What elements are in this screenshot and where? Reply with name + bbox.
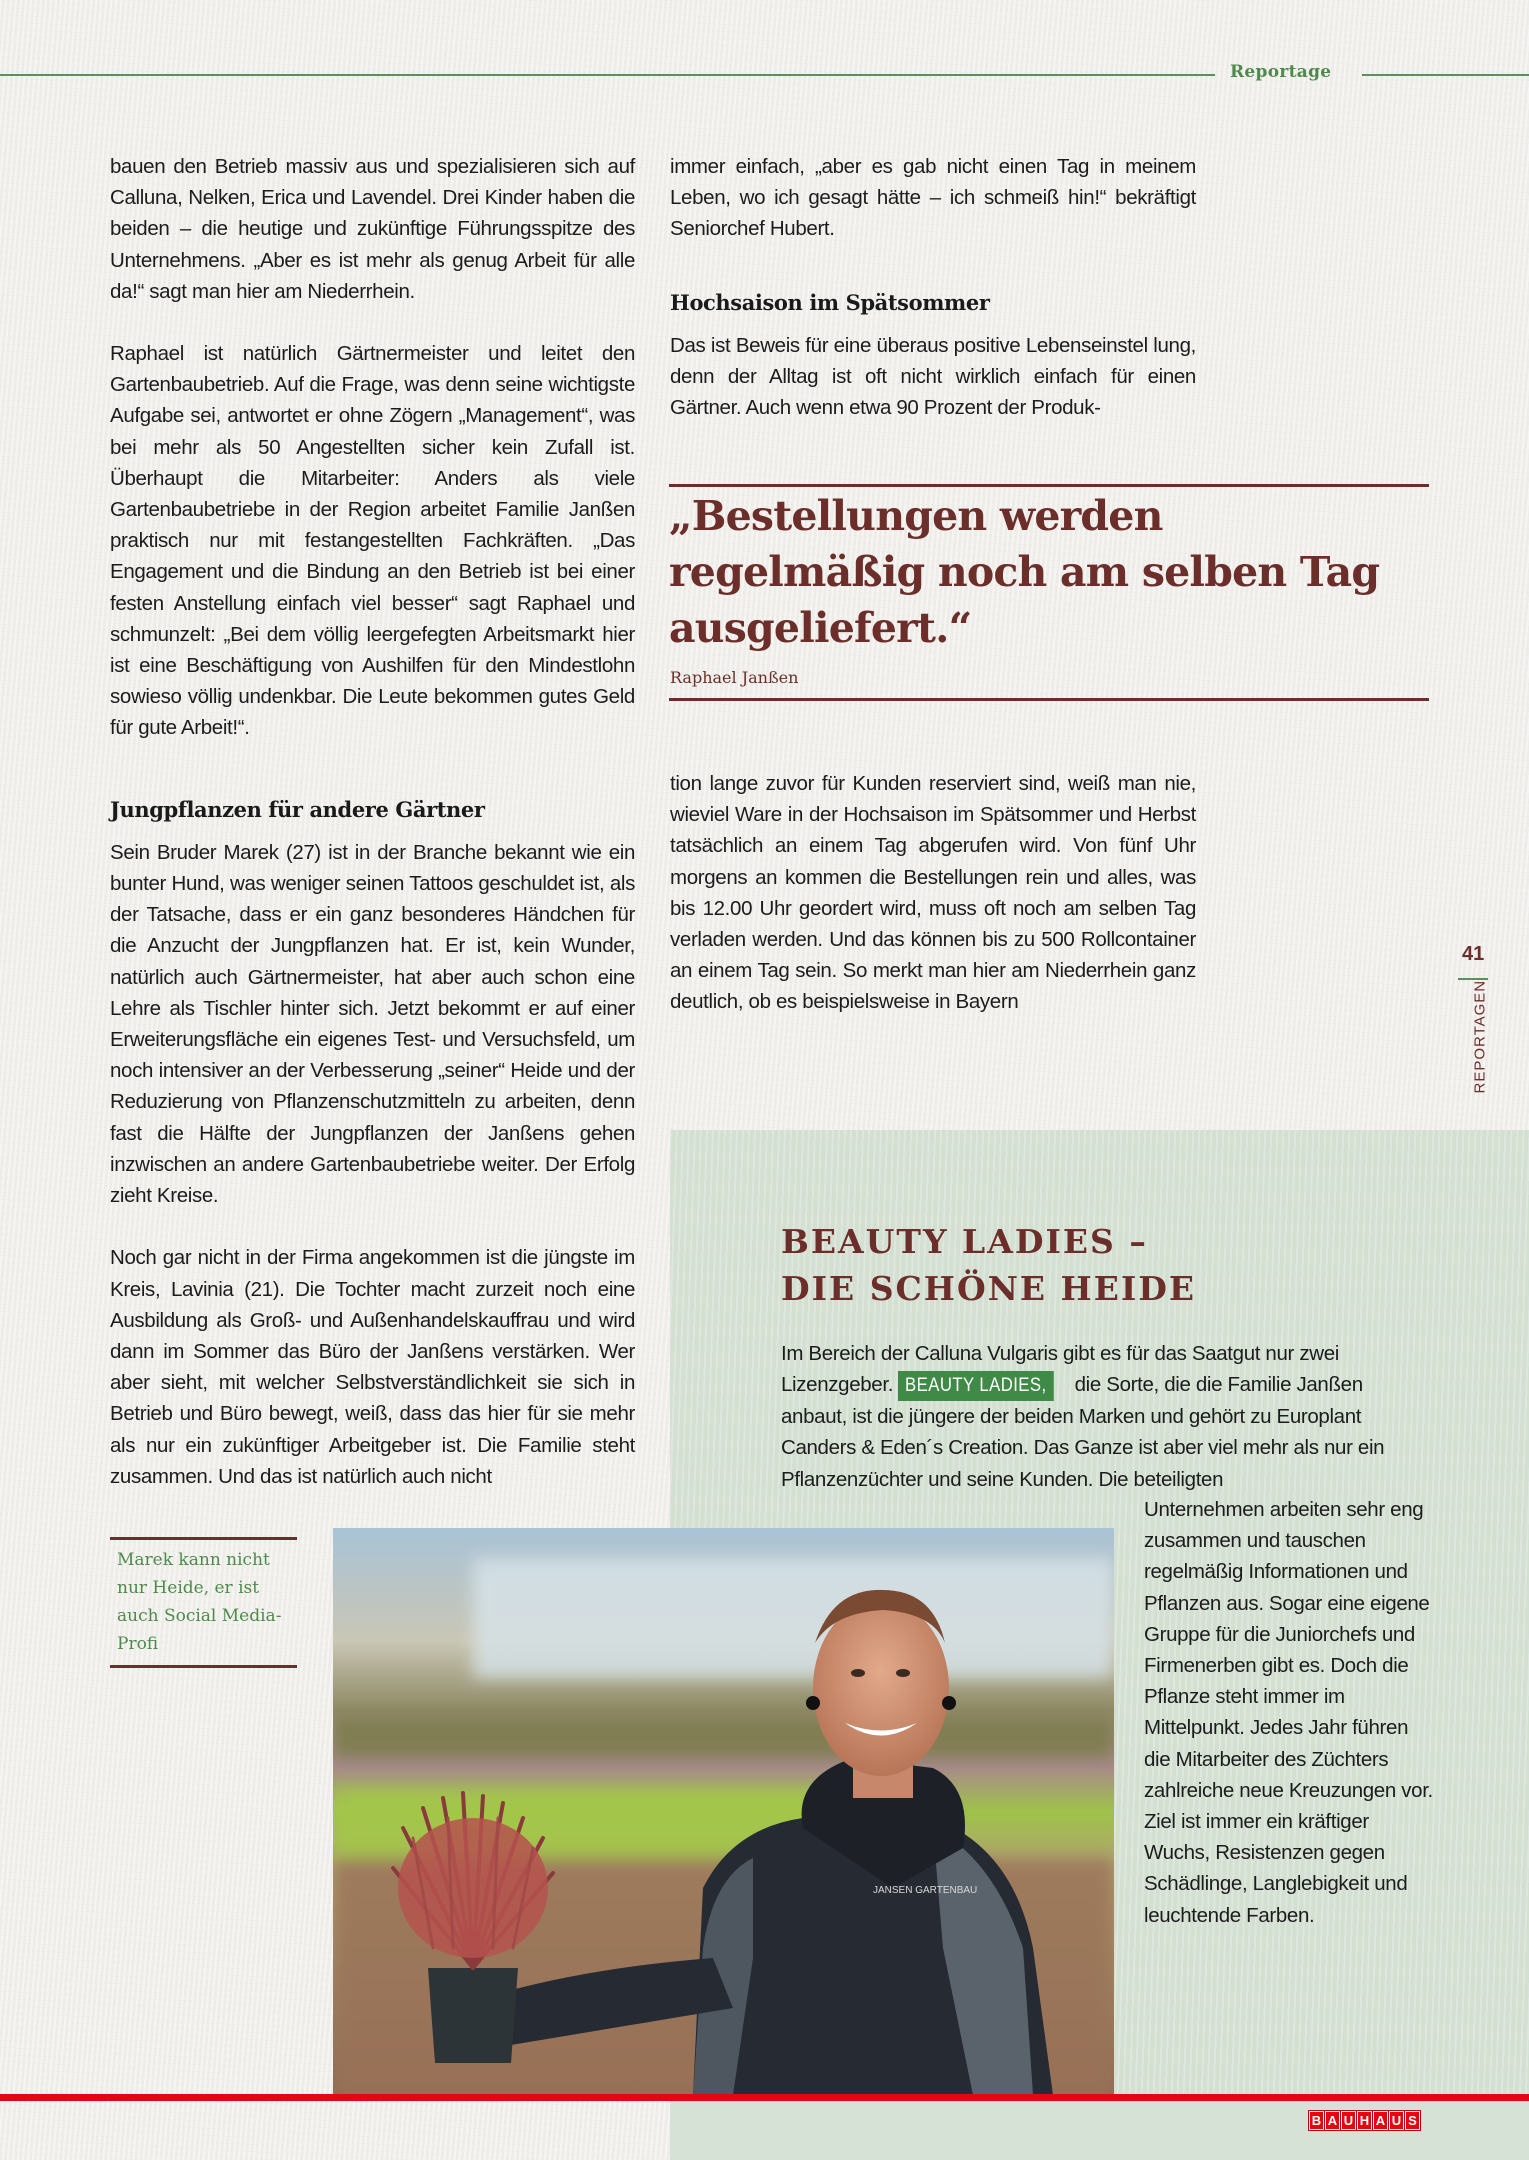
paragraph: immer einfach, „aber es gab nicht einen Tag in meinem Leben, wo ich gesagt hätte – ich schmeiß hin!“ bekräftigt Seniorchef Hubert.: [670, 155, 1196, 241]
beauty-ladies-badge: BEAUTY LADIES,: [898, 1371, 1054, 1401]
logo-letter: B: [1309, 2111, 1324, 2130]
bauhaus-logo: [1309, 2111, 1420, 2130]
logo-letter: U: [1389, 2111, 1404, 2130]
info-box-title-line1: BEAUTY LADIES –: [781, 1222, 1148, 1261]
paragraph: Noch gar nicht in der Firma angekommen ist die jüngste im Kreis, Lavinia (21). Die Tochter macht zurzeit noch eine Ausbildung als Groß- und Außenhandelskauffrau und wird dann im Sommer das Büro der Janßens verstärken. Wer aber sieht, mit welcher Selbstverständlichkeit sie sich in Betrieb und Büro bewegt, weiß, dass das hier für sie mehr als nur ein zukünftiger Arbeitgeber ist. Die Familie steht zusammen. Und das ist natürlich auch nicht: [110, 1246, 635, 1488]
jacket-logo-text: JANSEN GARTENBAU: [873, 1885, 978, 1896]
paragraph: Das ist Beweis für eine überaus positive Lebenseinstel lung, denn der Alltag ist oft nicht wirklich einfach für einen Gärtner. Auch wenn etwa 90 Prozent der Produk-: [670, 333, 1196, 420]
info-box-title-line2: DIE SCHÖNE HEIDE: [781, 1269, 1197, 1308]
photo-illustration: [333, 1528, 1114, 2095]
logo-letter: A: [1325, 2111, 1340, 2130]
subheading: Jungpflanzen für andere Gärtner: [110, 796, 485, 822]
photo-man-with-heather: [333, 1528, 1114, 2095]
info-box-title: [781, 1218, 1196, 1312]
section-label: Reportage: [1230, 62, 1332, 82]
logo-letter: A: [1373, 2111, 1388, 2130]
right-column-top: [670, 151, 1196, 423]
logo-letter: U: [1341, 2111, 1356, 2130]
quote-rule-bottom: [669, 698, 1429, 701]
info-box-text-part: die Sorte, die die Familie Janßen anbaut, ist die jüngere der beiden Marken und gehört zu Europlant Canders & Eden´s Creation. Das Ganze ist aber viel mehr als nur ein Pflanzenzüchter und seine Kunden. Die beteiligten: [781, 1373, 1385, 1491]
paragraph: tion lange zuvor für Kunden reserviert sind, weiß man nie, wieviel Ware in der Hochsaison im Spätsommer und Herbst tatsächlich an einem Tag abgerufen wird. Von fünf Uhr morgens an kommen die Bestellungen rein und alles, was bis 12.00 Uhr geordert wird, muss oft noch am selben Tag verladen werden. Und das können bis zu 500 Rollcontainer an einem Tag sein. So merkt man hier am Niederrhein ganz deutlich, ob es beispielsweise in Bayern: [670, 772, 1196, 1014]
footer-green-block: [670, 2101, 1529, 2160]
info-box-text-part: Im Bereich der Calluna Vulgaris gibt es für das Saatgut nur zwei Lizenzgeber.: [781, 1342, 1339, 1397]
paragraph: Sein Bruder Marek (27) ist in der Branche bekannt wie ein bunter Hund, was weniger seinen Tattoos geschuldet ist, als der Tatsache, dass er ein ganz besonderes Händchen für die Anzucht der Jungpflanzen hat. Er ist, kein Wunder, natürlich auch Gärtnermeister, hat aber auch schon eine Lehre als Tischler hinter sich. Jetzt bekommt er auf einer Erweiterungsfläche ein eigenes Test- und Versuchsfeld, um noch intensiver an der Verbesserung „seiner“ Heide und der Reduzierung von Pflanzenschutzmitteln zu arbeiten, denn fast die Hälfte der Jungpflanzen der Janßens gehen inzwischen an andere Gartenbaubetriebe weiter. Der Erfolg zieht Kreise.: [110, 840, 635, 1208]
logo-letter: S: [1405, 2111, 1420, 2130]
photo-caption: Marek kann nicht nur Heide, er ist auch Social Media-Profi: [117, 1550, 282, 1654]
page-number: 41: [1462, 943, 1485, 965]
right-column-bottom: [670, 768, 1196, 1018]
quote-rule-top: [669, 484, 1429, 487]
section-vertical-label: REPORTAGEN: [1471, 979, 1489, 1094]
caption-rule-bottom: [110, 1665, 297, 1668]
caption-rule-top: [110, 1537, 297, 1540]
left-column: [110, 151, 635, 1492]
info-box-text: [781, 1338, 1429, 1495]
logo-letter: H: [1357, 2111, 1372, 2130]
header-rule-right: [1362, 74, 1529, 76]
quote-author: Raphael Janßen: [670, 668, 799, 687]
info-box-text-narrow: Unternehmen arbeiten sehr eng zusammen und tauschen regelmäßig Informationen und Pflanzen aus. Sogar eine eigene Gruppe für die Juniorchefs und Firmenerben gibt es. Doch die Pflanze steht immer im Mittelpunkt. Jedes Jahr führen die Mitarbeiter des Züchters zahlreiche neue Kreuzungen vor. Ziel ist immer ein kräftiger Wuchs, Resistenzen gegen Schädlinge, Langlebigkeit und leuchtende Farben.: [1144, 1498, 1433, 1927]
paragraph: bauen den Betrieb massiv aus und spezialisieren sich auf Calluna, Nelken, Erica und Lavendel. Drei Kinder haben die beiden – die heutige und zukünftige Führungsspitze des Unternehmens. „Aber es ist mehr als genug Arbeit für alle da!“ sagt man hier am Niederrhein.: [110, 155, 635, 303]
pull-quote: „Bestellungen werden regelmäßig noch am selben Tag ausgeliefert.“: [669, 492, 1380, 652]
footer-red-line: [0, 2094, 1529, 2101]
header-rule-left: [0, 74, 1215, 76]
paragraph: Raphael ist natürlich Gärtnermeister und leitet den Gartenbaubetrieb. Auf die Frage, was denn seine wichtigste Aufgabe sei, antwortet er ohne Zögern „Management“, was bei mehr als 50 Angestellten sicher kein Zufall ist. Überhaupt die Mitarbeiter: Anders als viele Gartenbaubetriebe in der Region arbeitet Familie Janßen praktisch nur mit festangestellten Fachkräften. „Das Engagement und die Bindung an den Betrieb ist bei einer festen Anstellung einfach viel besser“ sagt Raphael und schmunzelt: „Bei dem völlig leergefegten Arbeitsmarkt hier ist eine Beschäftigung von Aushilfen für den Mindestlohn sowieso völlig undenkbar. Die Leute bekommen gutes Geld für gute Arbeit!“.: [110, 342, 635, 740]
subheading: Hochsaison im Spätsommer: [670, 289, 990, 315]
